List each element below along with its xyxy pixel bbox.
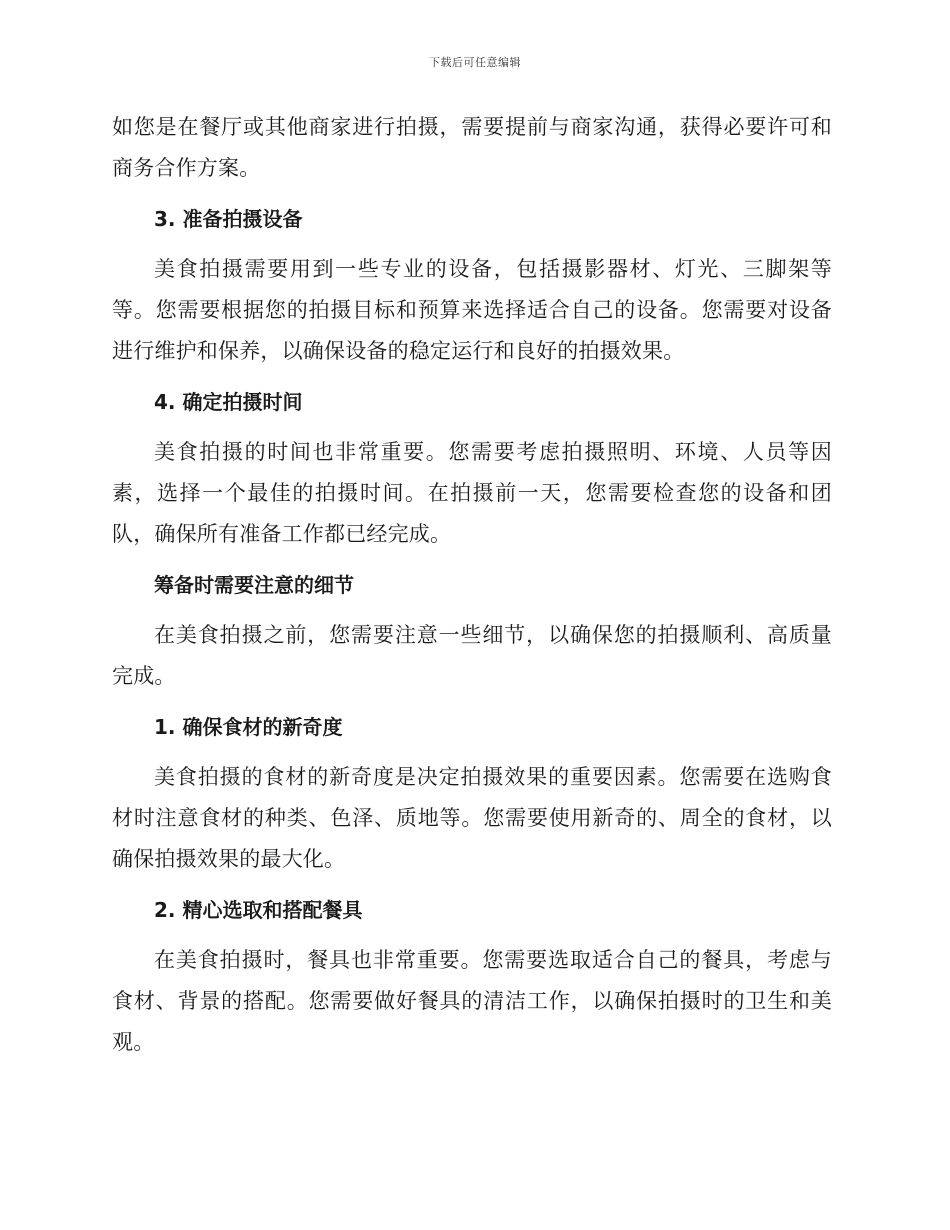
paragraph-tableware: 在美食拍摄时，餐具也非常重要。您需要选取适合自己的餐具，考虑与食材、背景的搭配。您需要做好餐具的清洁工作，以确保拍摄时的卫生和美观。 [112,948,832,1054]
paragraph-equipment: 美食拍摄需要用到一些专业的设备，包括摄影器材、灯光、三脚架等等。您需要根据您的拍摄目标和预算来选择适合自己的设备。您需要对设备进行维护和保养，以确保设备的稳定运行和良好的拍摄效果。 [112,257,832,363]
paragraph-ingredients: 美食拍摄的食材的新奇度是决定拍摄效果的重要因素。您需要在选购食材时注意食材的种类、色泽、质地等。您需要使用新奇的、周全的食材，以确保拍摄效果的最大化。 [112,765,832,871]
heading-prepare-equipment: 3. 准备拍摄设备 [154,207,303,231]
paragraph-shooting-time: 美食拍摄的时间也非常重要。您需要考虑拍摄照明、环境、人员等因素，选择一个最佳的拍摄时间。在拍摄前一天，您需要检查您的设备和团队，确保所有准备工作都已经完成。 [112,440,832,546]
heading-shooting-time: 4. 确定拍摄时间 [154,390,303,414]
paragraph-details-intro: 在美食拍摄之前，您需要注意一些细节，以确保您的拍摄顺利、高质量完成。 [112,623,832,688]
page-header: 下载后可任意编辑 [429,56,521,69]
heading-details: 筹备时需要注意的细节 [154,573,354,597]
paragraph-merchant-permission: 如您是在餐厅或其他商家进行拍摄，需要提前与商家沟通，获得必要许可和商务合作方案。 [112,115,832,180]
heading-ingredient-freshness: 1. 确保食材的新奇度 [154,715,343,739]
document-body [112,107,832,1063]
heading-tableware: 2. 精心选取和搭配餐具 [154,898,363,922]
